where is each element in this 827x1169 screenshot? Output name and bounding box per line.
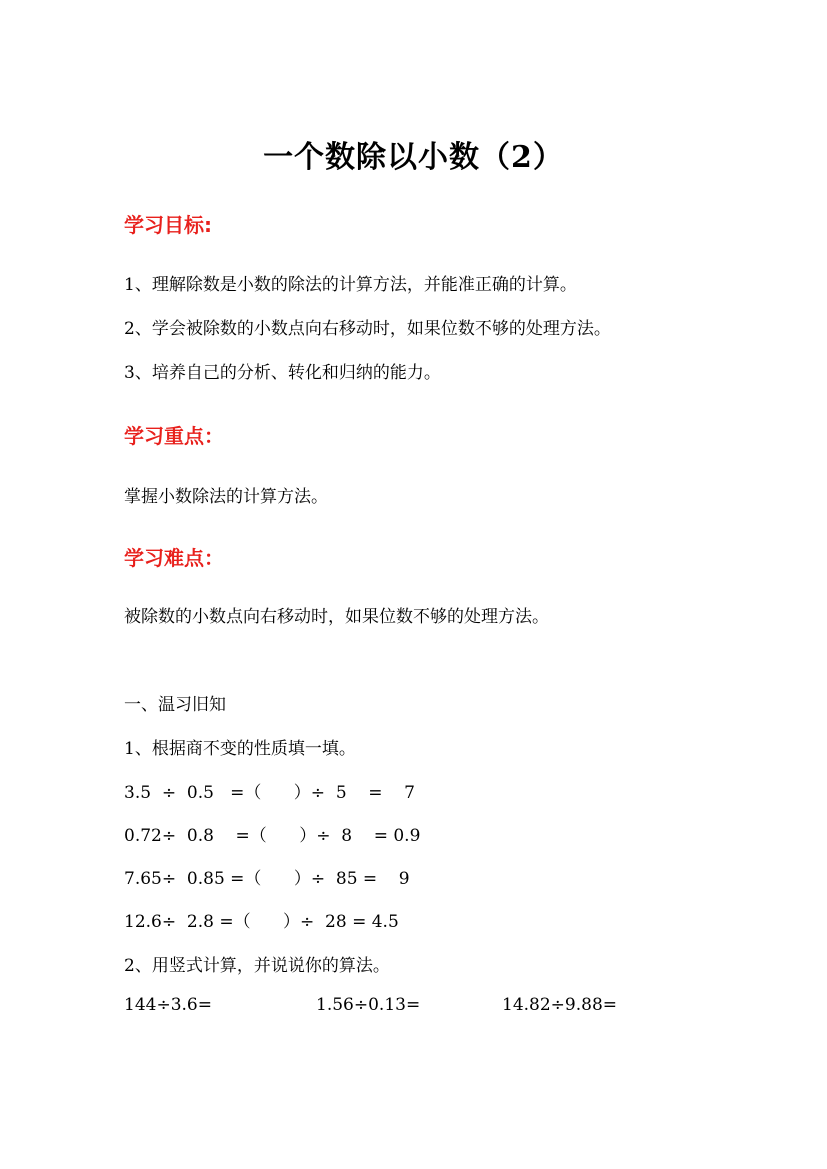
division-problem: 14.82÷9.88= (502, 995, 618, 1015)
difficulty-heading: 学习难点： (124, 546, 224, 570)
objective-item: 1、理解除数是小数的除法的计算方法，并能准正确的计算。 (124, 275, 577, 295)
question-1-prompt: 1、根据商不变的性质填一填。 (124, 739, 356, 759)
equation-row: 12.6÷ 2.8 =（ ）÷ 28 = 4.5 (124, 912, 399, 932)
division-problem: 1.56÷0.13= (316, 995, 421, 1015)
objective-item: 3、培养自己的分析、转化和归纳的能力。 (124, 363, 441, 383)
equation-row: 7.65÷ 0.85 =（ ）÷ 85 = 9 (124, 869, 410, 889)
difficulty-text: 被除数的小数点向右移动时，如果位数不够的处理方法。 (124, 607, 549, 627)
objectives-heading: 学习目标: (124, 213, 212, 237)
equation-row: 3.5 ÷ 0.5 =（ ）÷ 5 = 7 (124, 783, 415, 803)
page-title: 一个数除以小数（2） (263, 140, 564, 175)
division-problem: 144÷3.6= (124, 995, 212, 1015)
question-2-prompt: 2、用竖式计算，并说说你的算法。 (124, 956, 390, 976)
objective-item: 2、学会被除数的小数点向右移动时，如果位数不够的处理方法。 (124, 319, 611, 339)
review-section-title: 一、温习旧知 (124, 695, 226, 715)
key-point-heading: 学习重点： (124, 424, 224, 448)
key-point-text: 掌握小数除法的计算方法。 (124, 487, 328, 507)
equation-row: 0.72÷ 0.8 =（ ）÷ 8 = 0.9 (124, 826, 421, 846)
